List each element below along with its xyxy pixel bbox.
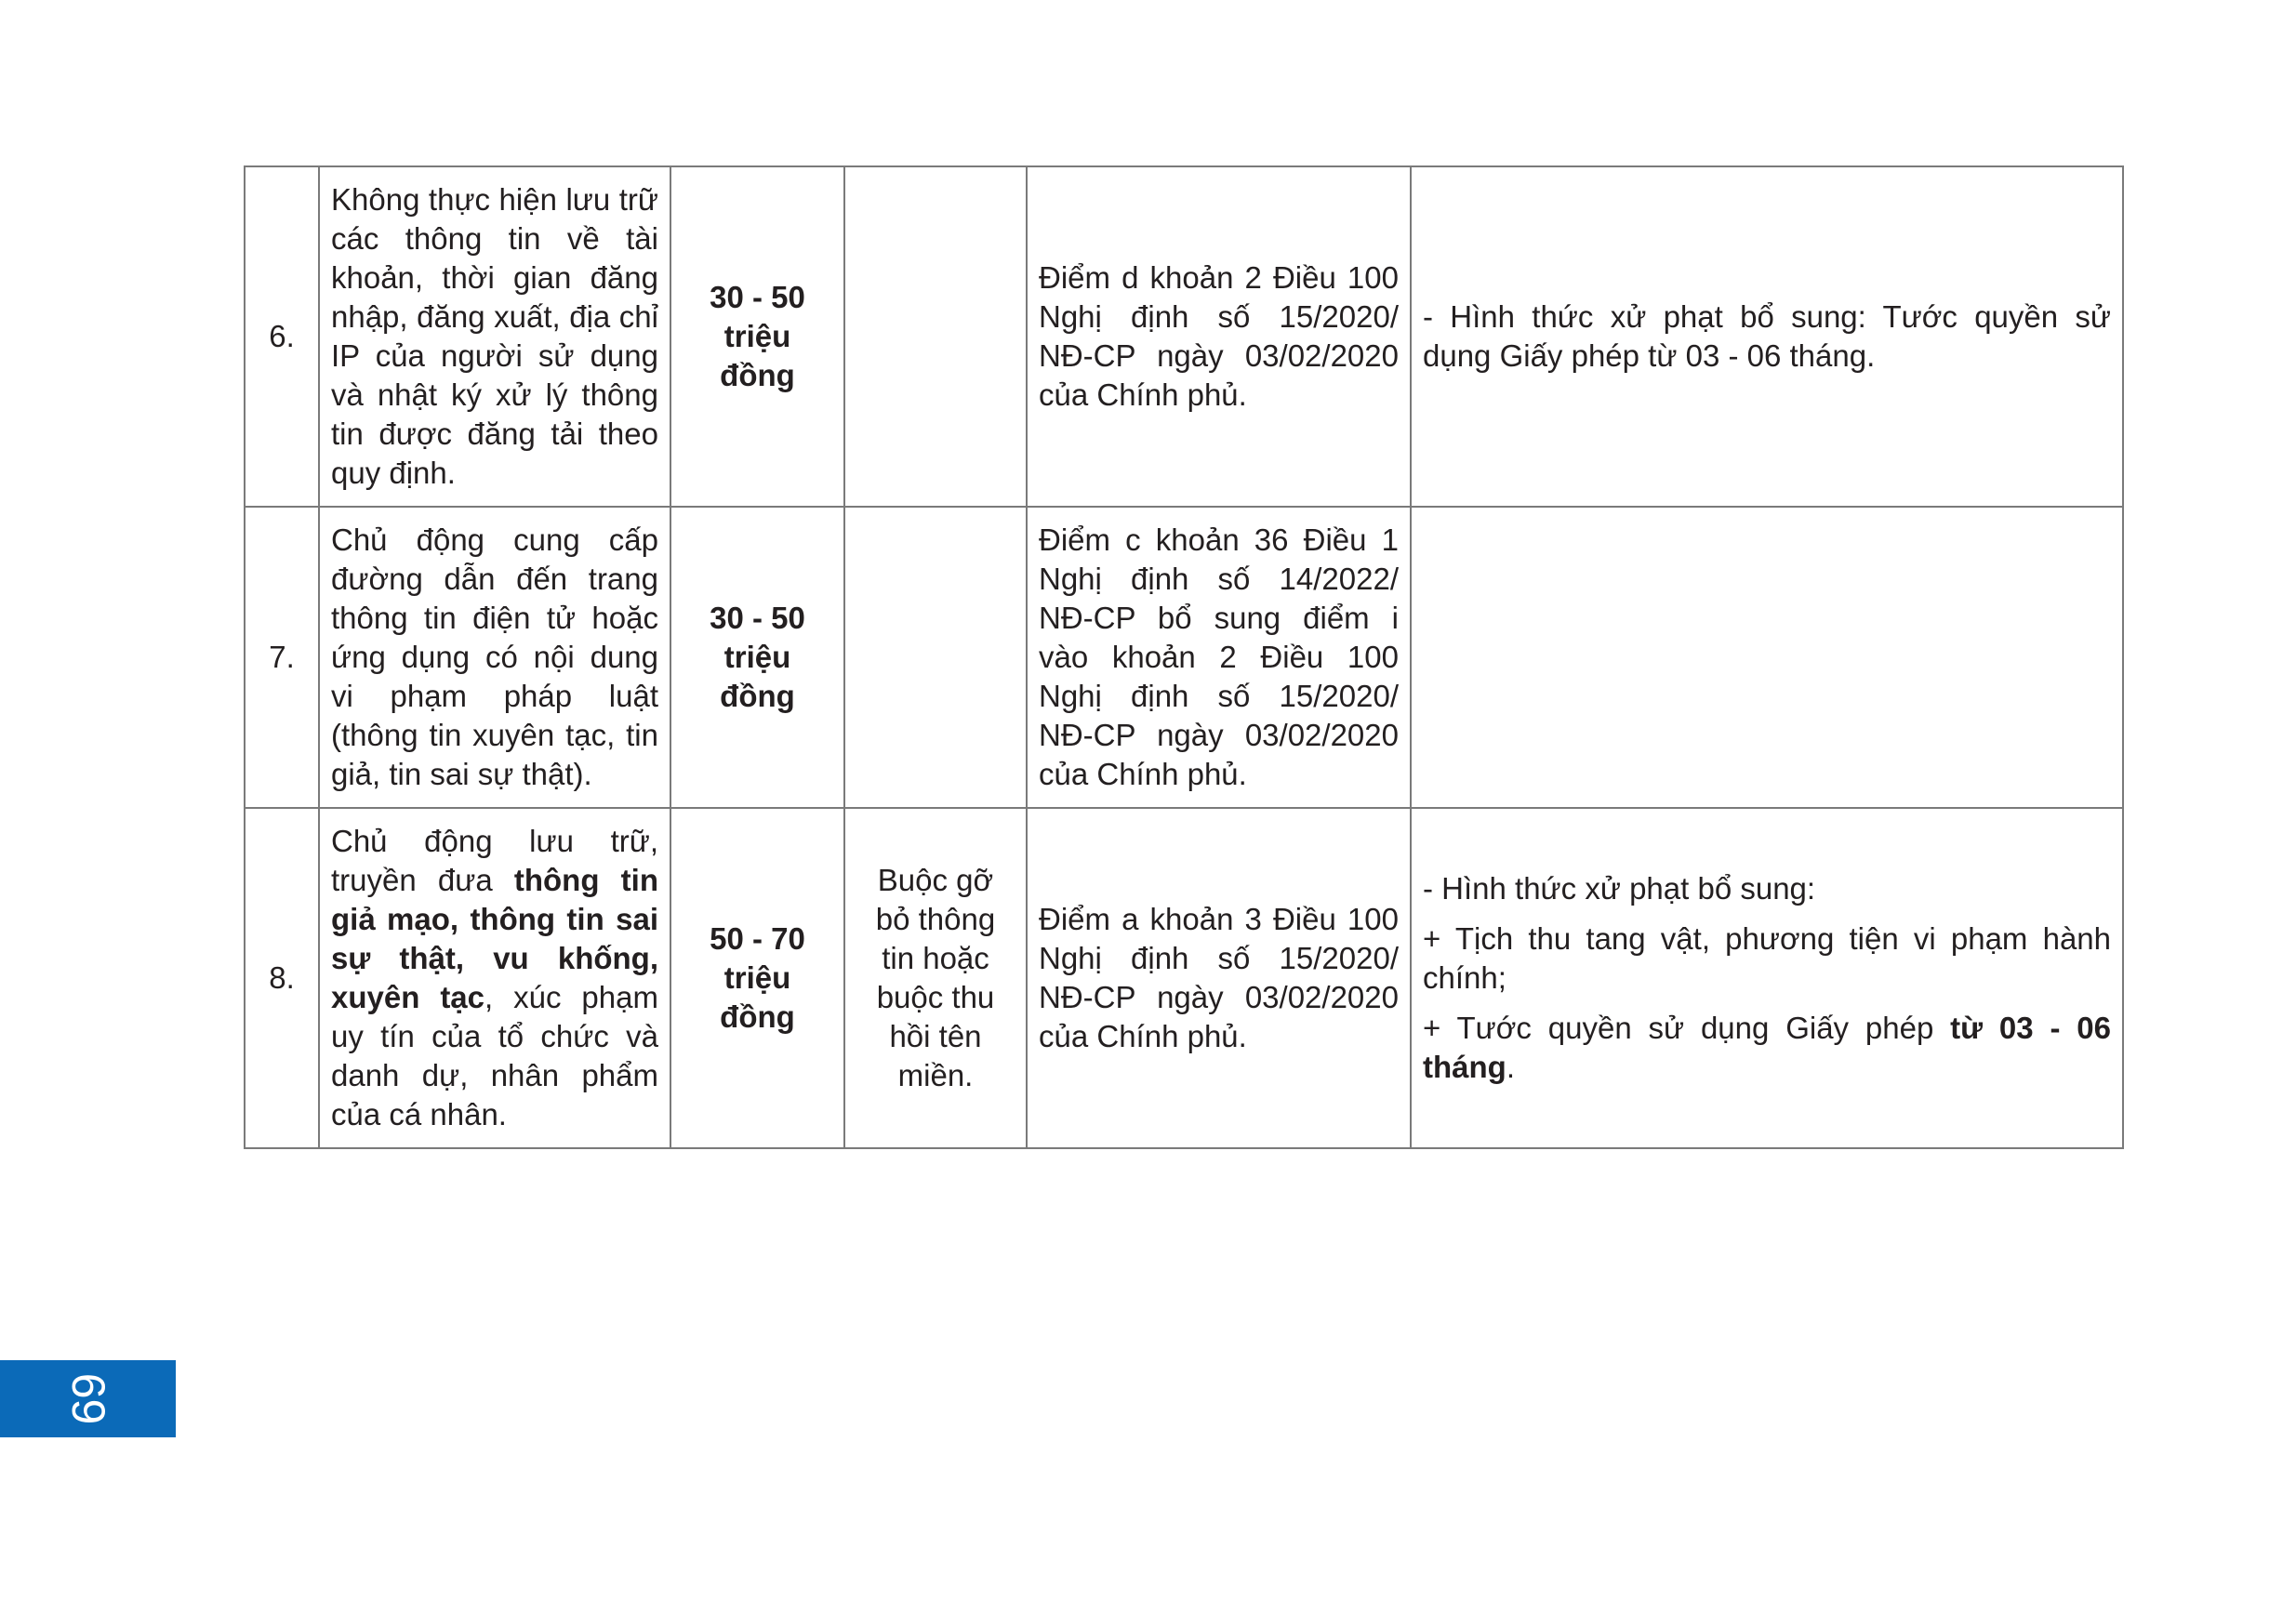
legal-basis: Điểm a khoản 3 Điều 100 Nghị định số 15/2020/ NĐ-CP ngày 03/02/2020 của Chính phủ. xyxy=(1027,808,1411,1148)
note-line xyxy=(1423,1009,2111,1087)
violation-description: Không thực hiện lưu trữ các thông tin về tài khoản, thời gian đăng nhập, đăng xuất, địa chỉ IP của người sử dụng và nhật ký xử lý thông tin được đăng tải theo quy định. xyxy=(319,166,670,507)
fine-amount: 30 - 50 triệu đồng xyxy=(670,166,844,507)
row-number: 6. xyxy=(245,166,319,507)
fine-amount: 30 - 50 triệu đồng xyxy=(670,507,844,808)
page-number: 69 xyxy=(62,1372,114,1425)
additional-penalty: - Hình thức xử phạt bổ sung: Tước quyền sử dụng Giấy phép từ 03 - 06 tháng. xyxy=(1411,166,2123,507)
violation-description xyxy=(319,808,670,1148)
table-row xyxy=(245,808,2123,1148)
page-number-tab xyxy=(0,1360,176,1437)
row-number: 8. xyxy=(245,808,319,1148)
table-row xyxy=(245,166,2123,507)
legal-basis: Điểm d khoản 2 Điều 100 Nghị định số 15/2020/ NĐ-CP ngày 03/02/2020 của Chính phủ. xyxy=(1027,166,1411,507)
note-line: + Tịch thu tang vật, phương tiện vi phạm hành chính; xyxy=(1423,921,2111,995)
note-text-part: + Tước quyền sử dụng Giấy phép xyxy=(1423,1011,1951,1045)
penalty-table-wrapper xyxy=(244,165,2122,1149)
violation-text-part: Chủ động lưu trữ, truyền đưa xyxy=(331,824,658,897)
remedy-measure xyxy=(844,166,1027,507)
note-text-bold: từ 03 - 06 tháng xyxy=(1423,1011,2111,1084)
violation-description: Chủ động cung cấp đường dẫn đến trang thông tin điện tử hoặc ứng dụng có nội dung vi phạm pháp luật (thông tin xuyên tạc, tin giả, tin sai sự thật). xyxy=(319,507,670,808)
penalty-table xyxy=(244,165,2124,1149)
violation-text-part: , xúc phạm uy tín của tổ chức và danh dự, nhân phẩm của cá nhân. xyxy=(331,980,658,1131)
violation-text-bold: thông tin giả mạo, thông tin sai sự thật, vu khống, xuyên tạc xyxy=(331,863,658,1014)
fine-amount: 50 - 70 triệu đồng xyxy=(670,808,844,1148)
additional-penalty xyxy=(1411,507,2123,808)
row-number: 7. xyxy=(245,507,319,808)
remedy-measure: Buộc gỡ bỏ thông tin hoặc buộc thu hồi tên miền. xyxy=(844,808,1027,1148)
additional-penalty xyxy=(1411,808,2123,1148)
note-text-part: . xyxy=(1506,1050,1515,1084)
table-row xyxy=(245,507,2123,808)
note-line: - Hình thức xử phạt bổ sung: xyxy=(1423,871,1816,906)
remedy-measure xyxy=(844,507,1027,808)
legal-basis: Điểm c khoản 36 Điều 1 Nghị định số 14/2022/ NĐ-CP bổ sung điểm i vào khoản 2 Điều 100 Nghị định số 15/2020/ NĐ-CP ngày 03/02/2020 của Chính phủ. xyxy=(1027,507,1411,808)
